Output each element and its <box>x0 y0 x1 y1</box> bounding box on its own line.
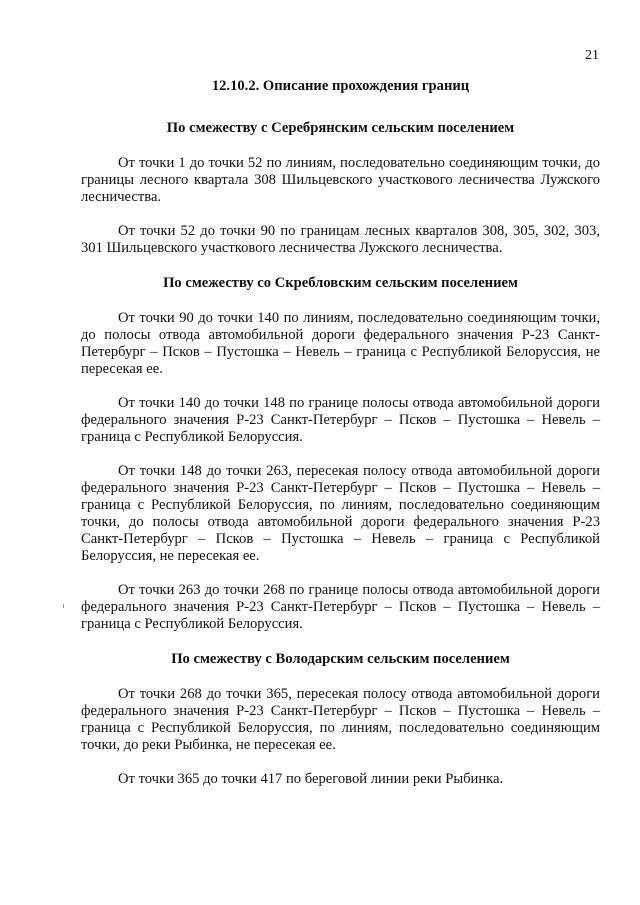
scan-artifact <box>63 604 64 608</box>
paragraph: От точки 1 до точки 52 по линиям, последовательно соединяющим точки, до границы лесного квартала 308 Шильцевского участкового лесничества Лужского лесничества. <box>81 155 600 205</box>
paragraph: От точки 263 до точки 268 по границе полосы отвода автомобильной дороги федерального значения Р-23 Санкт-Петербург – Псков – Пустошка – Невель – граница с Республикой Белоруссия. <box>81 582 600 632</box>
document-title: 12.10.2. Описание прохождения границ <box>211 78 470 94</box>
document-body <box>81 78 600 805</box>
paragraph: От точки 140 до точки 148 по границе полосы отвода автомобильной дороги федерального значения Р-23 Санкт-Петербург – Псков – Пустошка – Невель – граница с Республикой Белоруссия. <box>81 395 600 445</box>
paragraph: От точки 268 до точки 365, пересекая полосу отвода автомобильной дороги федерального значения Р-23 Санкт-Петербург – Псков – Пустошка – Невель – граница с Республикой Белоруссия, по линиям, последовательно соединяющим точки, до реки Рыбинка, не пересекая ее. <box>81 686 600 753</box>
paragraph: От точки 148 до точки 263, пересекая полосу отвода автомобильной дороги федерального значения Р-23 Санкт-Петербург – Псков – Пустошка – Невель – граница с Республикой Белоруссия, по линиям, последовательно соединяющим точки, до полосы отвода автомобильной дороги федерального значения Р-23 Санкт-Петербург – Псков – Пустошка – Невель – граница с Республикой Белоруссия, не пересекая ее. <box>81 463 600 564</box>
section-heading-volodarsky: По смежеству с Володарским сельским поселением <box>171 651 510 667</box>
paragraph: От точки 52 до точки 90 по границам лесных кварталов 308, 305, 302, 303, 301 Шильцевского участкового лесничества Лужского лесничества. <box>81 223 600 256</box>
paragraph: От точки 365 до точки 417 по береговой линии реки Рыбинка. <box>118 771 504 787</box>
section-heading-skreblovsky: По смежеству со Скребловским сельским поселением <box>163 275 518 291</box>
paragraph: От точки 90 до точки 140 по линиям, последовательно соединяющим точки, до полосы отвода автомобильной дороги федерального значения Р-23 Санкт-Петербург – Псков – Пустошка – Невель – граница с Республикой Белоруссия, не пересекая ее. <box>81 310 600 377</box>
section-heading-serebryansky: По смежеству с Серебрянским сельским поселением <box>166 120 515 136</box>
page-number: 21 <box>585 48 599 63</box>
